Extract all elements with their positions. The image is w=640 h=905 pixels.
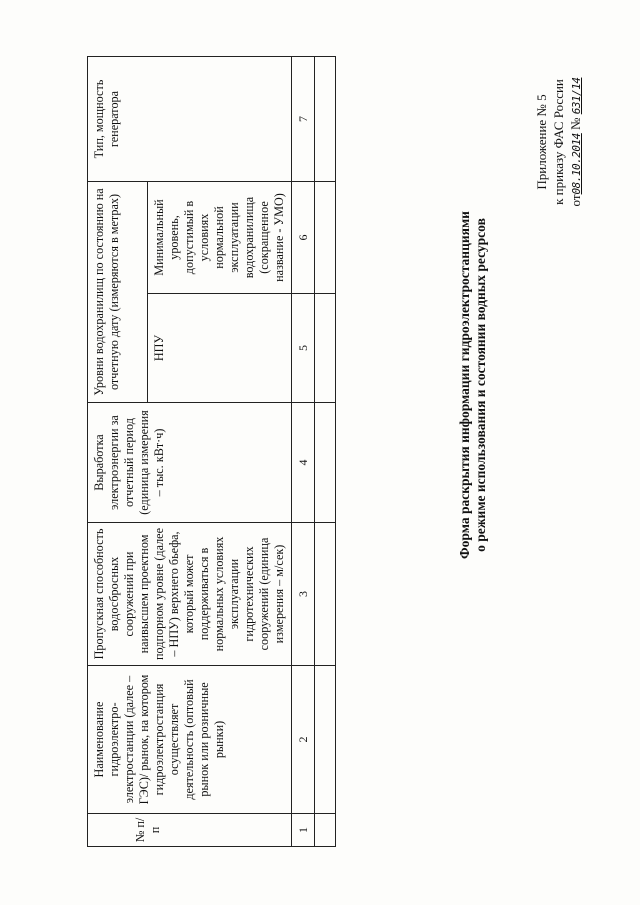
col-number-6: 6 <box>292 182 315 294</box>
empty-cell-2 <box>315 666 336 814</box>
header-number: № п/п <box>88 814 292 847</box>
empty-cell-4 <box>315 403 336 523</box>
disclosure-table <box>87 56 336 847</box>
empty-cell-7 <box>315 57 336 182</box>
title-line1: Форма раскрытия информации гидроэлектростанциями <box>457 211 472 559</box>
header-energy-output: Выработка электроэнергии за отчетный период (единица измерения – тыс. кВт·ч) <box>88 403 292 523</box>
appendix-line1: Приложение № 5 <box>534 94 549 190</box>
col-number-4: 4 <box>292 403 315 523</box>
empty-row <box>315 57 336 847</box>
appendix-line2: к приказу ФАС России <box>551 79 566 205</box>
appendix-number: 631/14 <box>570 77 583 115</box>
col-number-1: 1 <box>292 814 315 847</box>
header-spillway-capacity: Пропускная способность водосбросных сооружений при наивысшем проектном подпорном уровне (далее – НПУ) верхнего бьефа, который может поддерживаться в нормальных условиях эксплуатации гидротехнических сооружений (единица измерения – м/сек) <box>88 523 292 666</box>
header-station-name: Наименование гидроэлектро-электростанции (далее – ГЭС)/ рынок, на котором гидроэлектростанция осуществляет деятельность (оптовый рынок или розничные рынки) <box>88 666 292 814</box>
header-generator: Тип, мощность генератора <box>88 57 292 182</box>
col-number-5: 5 <box>292 294 315 403</box>
empty-cell-6 <box>315 182 336 294</box>
empty-cell-5 <box>315 294 336 403</box>
header-row-1 <box>88 57 148 847</box>
numbers-row <box>292 57 315 847</box>
col-number-7: 7 <box>292 57 315 182</box>
form-title <box>457 25 489 745</box>
appendix-number-label: № <box>568 117 583 130</box>
header-npu: НПУ <box>148 294 292 403</box>
header-umo: Минимальный уровень, допустимый в условиях нормальной эксплуатации водохранилища (сокращенное название - УМО) <box>148 182 292 294</box>
empty-cell-1 <box>315 814 336 847</box>
title-line2: о режиме использования и состоянии водных ресурсов <box>473 218 488 552</box>
empty-cell-3 <box>315 523 336 666</box>
appendix-block <box>533 37 585 247</box>
appendix-from: от <box>568 194 583 207</box>
header-reservoir-levels: Уровни водохранилищ по состоянию на отчетную дату (измеряются в метрах) <box>88 182 148 403</box>
col-number-3: 3 <box>292 523 315 666</box>
col-number-2: 2 <box>292 666 315 814</box>
appendix-date: 08.10.2014 <box>570 133 583 195</box>
appendix-line3 <box>567 37 585 247</box>
